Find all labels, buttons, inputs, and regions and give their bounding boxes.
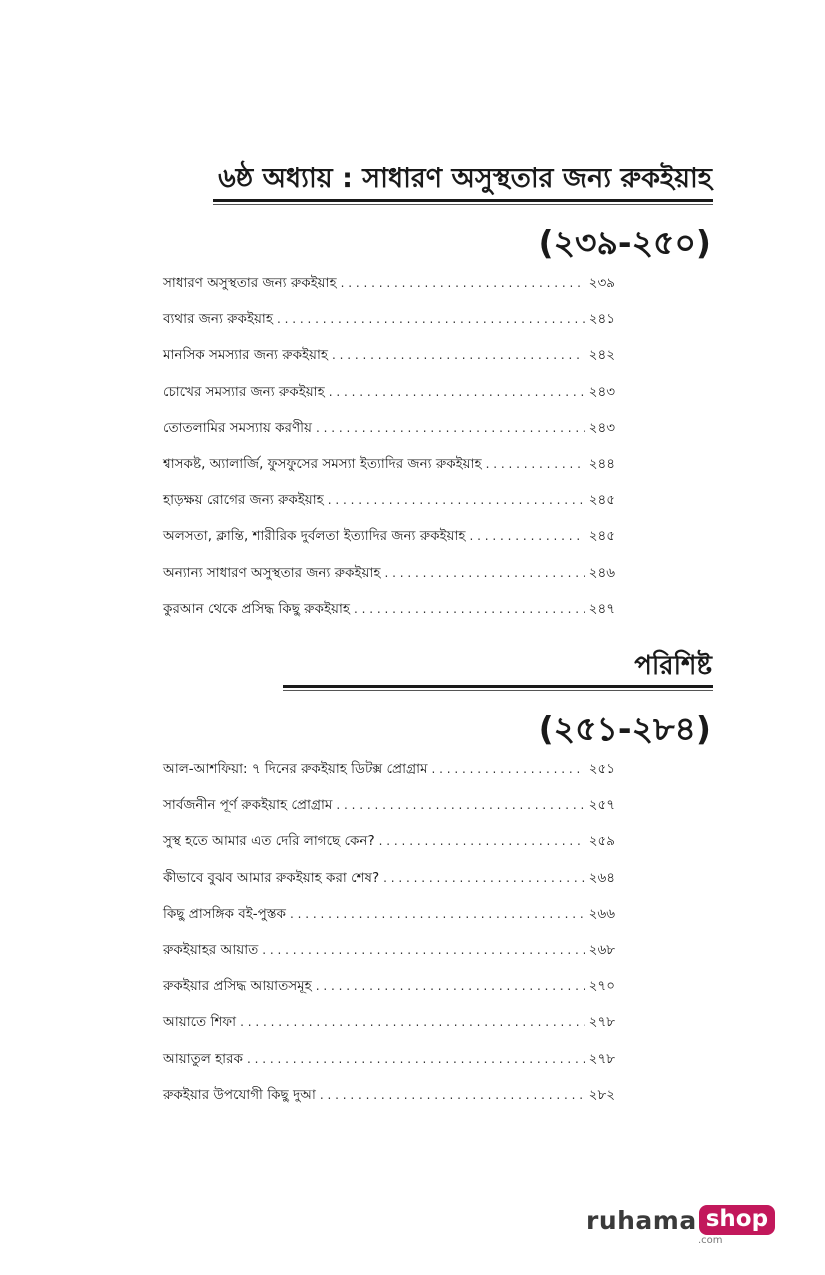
toc-entry-title: সার্বজনীন পূর্ণ রুকইয়াহ প্রোগ্রাম [163, 797, 333, 814]
toc-entry-title: রুকইয়ার প্রসিদ্ধ আয়াতসমূহ [163, 978, 312, 995]
dot-leader [247, 1052, 585, 1066]
toc-entry-page: ২৫৯ [588, 833, 615, 850]
toc-entry-title: রুকইয়াহর আয়াত [163, 941, 259, 958]
logo-brand-text: ruhama [586, 1205, 697, 1235]
dot-leader [290, 907, 585, 921]
toc-entry-title: রুকইয়ার উপযোগী কিছু দুআ [163, 1086, 316, 1103]
toc-entry-page: ২৪৭ [588, 600, 615, 617]
toc-entry-title: অলসতা, ক্লান্তি, শারীরিক দুর্বলতা ইত্যাদির জন্য রুকইয়াহ [163, 528, 466, 545]
toc-entry-page: ২৪৬ [588, 564, 615, 581]
toc-entry-page: ২৭৮ [588, 1050, 615, 1067]
toc-entry-title: সুস্থ হতে আমার এত দেরি লাগছে কেন? [163, 833, 375, 850]
toc-entry[interactable] [163, 1084, 615, 1120]
toc-entry-page: ২৬৪ [588, 869, 615, 886]
toc-entry-title: অন্যান্য সাধারণ অসুস্থতার জন্য রুকইয়াহ [163, 564, 381, 581]
appendix-page-range: (২৫১-২৮৪) [538, 709, 711, 748]
logo-shop-badge: shop [699, 1205, 775, 1235]
dot-leader [240, 1015, 585, 1029]
toc-entry-title: আল-আশফিয়া: ৭ দিনের রুকইয়াহ ডিটক্স প্রোগ্রাম [163, 761, 428, 777]
toc-entry-page: ২৭৮ [588, 1014, 615, 1031]
logo-domain-text: .com [698, 1235, 723, 1246]
toc-entry[interactable] [163, 939, 615, 975]
chapter-heading-rule [213, 199, 713, 202]
toc-entry-page: ২৪৫ [588, 492, 615, 509]
toc-entry-title: কিছু প্রাসঙ্গিক বই-পুস্তক [163, 905, 286, 922]
dot-leader [486, 457, 585, 471]
dot-leader [277, 312, 585, 326]
dot-leader [316, 421, 585, 435]
toc-entry-page: ২৭০ [588, 978, 615, 995]
toc-entry[interactable] [163, 758, 615, 794]
toc-entry-title: কীভাবে বুঝব আমার রুকইয়াহ করা শেষ? [163, 869, 380, 886]
dot-leader [354, 602, 585, 616]
toc-entry[interactable] [163, 525, 615, 561]
toc-entry-page: ২৪৩ [588, 419, 615, 436]
toc-entry-page: ২৪৪ [588, 455, 615, 472]
toc-entry[interactable] [163, 830, 615, 866]
toc-entry-page: ২৫৭ [588, 797, 615, 814]
toc-entry-title: আয়াতুল হারক [163, 1050, 243, 1067]
toc-entry-title: হাড়ক্ষয় রোগের জন্য রুকইয়াহ [163, 492, 324, 509]
toc-entry[interactable] [163, 344, 615, 380]
toc-entry-title: তোতলামির সমস্যায় করণীয় [163, 419, 312, 436]
dot-leader [329, 385, 585, 399]
toc-entry-page: ২৪১ [588, 311, 615, 328]
dot-leader [262, 943, 584, 957]
toc-entry[interactable] [163, 272, 615, 308]
toc-entry[interactable] [163, 308, 615, 344]
toc-entry-title: শ্বাসকষ্ট, অ্যালার্জি, ফুসফুসের সমস্যা ইত্যাদির জন্য রুকইয়াহ [163, 455, 482, 472]
toc-entry-page: ২৬৮ [588, 941, 615, 958]
toc-entry-page: ২৮২ [588, 1086, 615, 1103]
chapter-heading: ৬ষ্ঠ অধ্যায় : সাধারণ অসুস্থতার জন্য রুকইয়াহ [218, 163, 712, 194]
toc-entry-title: আয়াতে শিফা [163, 1014, 237, 1031]
toc-entry-title: কুরআন থেকে প্রসিদ্ধ কিছু রুকইয়াহ [163, 600, 350, 617]
toc-entry[interactable] [163, 381, 615, 417]
toc-entry[interactable] [163, 903, 615, 939]
toc-entry-page: ২৪৩ [588, 383, 615, 400]
toc-entry-title: মানসিক সমস্যার জন্য রুকইয়াহ [163, 347, 328, 364]
appendix-toc-list [163, 758, 615, 1120]
dot-leader [332, 348, 585, 362]
toc-entry-page: ২৪২ [588, 347, 615, 364]
toc-entry-page: ২৬৬ [588, 905, 615, 922]
appendix-heading: পরিশিষ্ট [634, 651, 712, 681]
dot-leader [432, 762, 585, 776]
toc-entry[interactable] [163, 1048, 615, 1084]
toc-entry[interactable] [163, 794, 615, 830]
toc-entry[interactable] [163, 1011, 615, 1047]
dot-leader [328, 493, 585, 507]
dot-leader [341, 276, 585, 290]
toc-entry[interactable] [163, 489, 615, 525]
toc-entry[interactable] [163, 867, 615, 903]
toc-entry-title: ব্যথার জন্য রুকইয়াহ [163, 311, 273, 328]
dot-leader [383, 871, 585, 885]
toc-entry[interactable] [163, 453, 615, 489]
toc-entry[interactable] [163, 598, 615, 634]
dot-leader [316, 979, 585, 993]
dot-leader [470, 529, 585, 543]
dot-leader [320, 1088, 585, 1102]
dot-leader [379, 834, 585, 848]
chapter-page-range: (২৩৯-২৫০) [538, 223, 711, 262]
dot-leader [384, 566, 584, 580]
toc-entry-page: ২৫১ [588, 761, 615, 777]
appendix-heading-rule [283, 685, 713, 688]
ruhamashop-logo[interactable] [586, 1205, 775, 1246]
toc-entry[interactable] [163, 417, 615, 453]
dot-leader [336, 798, 584, 812]
toc-entry[interactable] [163, 562, 615, 598]
toc-entry-title: চোখের সমস্যার জন্য রুকইয়াহ [163, 383, 325, 400]
toc-entry[interactable] [163, 975, 615, 1011]
toc-entry-page: ২৪৫ [588, 528, 615, 545]
toc-entry-page: ২৩৯ [588, 275, 615, 291]
toc-entry-title: সাধারণ অসুস্থতার জন্য রুকইয়াহ [163, 275, 337, 291]
chapter-toc-list [163, 272, 615, 634]
